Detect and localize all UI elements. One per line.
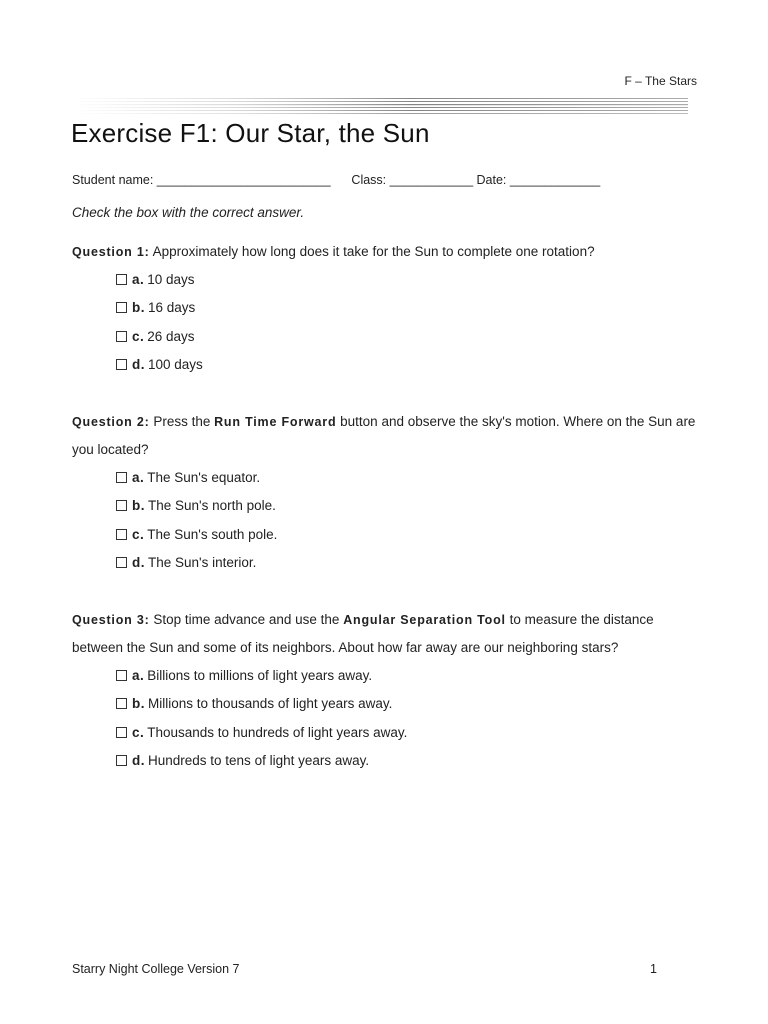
question-3: [72, 606, 700, 775]
option-letter: d.: [132, 554, 145, 570]
option-text: The Sun's interior.: [148, 554, 257, 570]
checkbox-icon[interactable]: [116, 274, 127, 285]
option-letter: c.: [132, 328, 145, 344]
question-3-text: [72, 606, 700, 662]
question-3-label: Question 3:: [72, 613, 150, 627]
question-2-prompt-end: button and observe the sky's motion. Where on the Sun are you located?: [72, 414, 696, 457]
option-3a[interactable]: [116, 662, 700, 690]
checkbox-icon[interactable]: [116, 698, 127, 709]
checkbox-icon[interactable]: [116, 472, 127, 483]
date-field[interactable]: Date: _____________: [476, 173, 601, 187]
option-letter: b.: [132, 498, 145, 514]
checkbox-icon[interactable]: [116, 529, 127, 540]
option-letter: b.: [132, 300, 145, 316]
option-text: Hundreds to tens of light years away.: [148, 752, 370, 768]
question-1-label: Question 1:: [72, 245, 150, 259]
option-2d[interactable]: [116, 549, 700, 577]
option-text: 100 days: [148, 356, 203, 372]
question-3-prompt-start: Stop time advance and use the: [149, 612, 344, 627]
checkbox-icon[interactable]: [116, 359, 127, 370]
checkbox-icon[interactable]: [116, 500, 127, 511]
option-text: 16 days: [148, 300, 196, 316]
checkbox-icon[interactable]: [116, 727, 127, 738]
question-1-text: [72, 238, 700, 266]
option-text: Millions to thousands of light years away.: [148, 696, 393, 712]
run-time-forward-reference: Run Time Forward: [214, 415, 337, 429]
footer-product-name: Starry Night College Version 7: [72, 962, 240, 976]
option-3d[interactable]: [116, 747, 700, 775]
option-letter: a.: [132, 470, 145, 485]
student-name-field[interactable]: Student name: _________________________: [72, 173, 331, 187]
class-field[interactable]: Class: ____________: [351, 173, 474, 187]
option-3b[interactable]: [116, 690, 700, 718]
checkbox-icon[interactable]: [116, 331, 127, 342]
option-text: The Sun's south pole.: [147, 526, 278, 542]
option-3c[interactable]: [116, 719, 700, 747]
checkbox-icon[interactable]: [116, 755, 127, 766]
option-text: Thousands to hundreds of light years away.: [147, 724, 408, 740]
option-text: 26 days: [147, 328, 195, 344]
page-number: 1: [650, 962, 657, 976]
option-2c[interactable]: [116, 521, 700, 549]
question-3-prompt-end: to measure the distance between the Sun and some of its neighbors. About how far away are our neighboring stars?: [72, 612, 654, 655]
option-text: 10 days: [147, 272, 195, 287]
option-letter: b.: [132, 696, 145, 712]
question-3-options: [72, 662, 700, 775]
option-1d[interactable]: [116, 351, 700, 379]
instructions: Check the box with the correct answer.: [72, 205, 305, 220]
option-text: The Sun's north pole.: [148, 498, 276, 514]
checkbox-icon[interactable]: [116, 670, 127, 681]
option-2b[interactable]: [116, 492, 700, 520]
student-info-line: [72, 173, 600, 187]
question-2-options: [72, 464, 700, 577]
question-2-label: Question 2:: [72, 415, 150, 429]
option-letter: d.: [132, 752, 145, 768]
angular-separation-tool-reference: Angular Separation Tool: [343, 613, 506, 627]
option-text: Billions to millions of light years away.: [147, 668, 373, 683]
checkbox-icon[interactable]: [116, 302, 127, 313]
option-letter: a.: [132, 668, 145, 683]
section-header: F – The Stars: [624, 74, 697, 88]
option-letter: c.: [132, 724, 145, 740]
option-letter: d.: [132, 356, 145, 372]
option-letter: a.: [132, 272, 145, 287]
header-divider: [72, 96, 688, 116]
option-text: The Sun's equator.: [147, 470, 261, 485]
question-1-prompt: Approximately how long does it take for the Sun to complete one rotation?: [149, 244, 595, 259]
question-1-options: [72, 266, 700, 379]
question-1: [72, 238, 700, 379]
option-1a[interactable]: [116, 266, 700, 294]
option-1b[interactable]: [116, 294, 700, 322]
question-2: [72, 408, 700, 577]
question-2-prompt-start: Press the: [149, 414, 215, 429]
page-title: Exercise F1: Our Star, the Sun: [71, 118, 430, 148]
option-letter: c.: [132, 526, 145, 542]
option-2a[interactable]: [116, 464, 700, 492]
option-1c[interactable]: [116, 323, 700, 351]
question-2-text: [72, 408, 700, 464]
checkbox-icon[interactable]: [116, 557, 127, 568]
